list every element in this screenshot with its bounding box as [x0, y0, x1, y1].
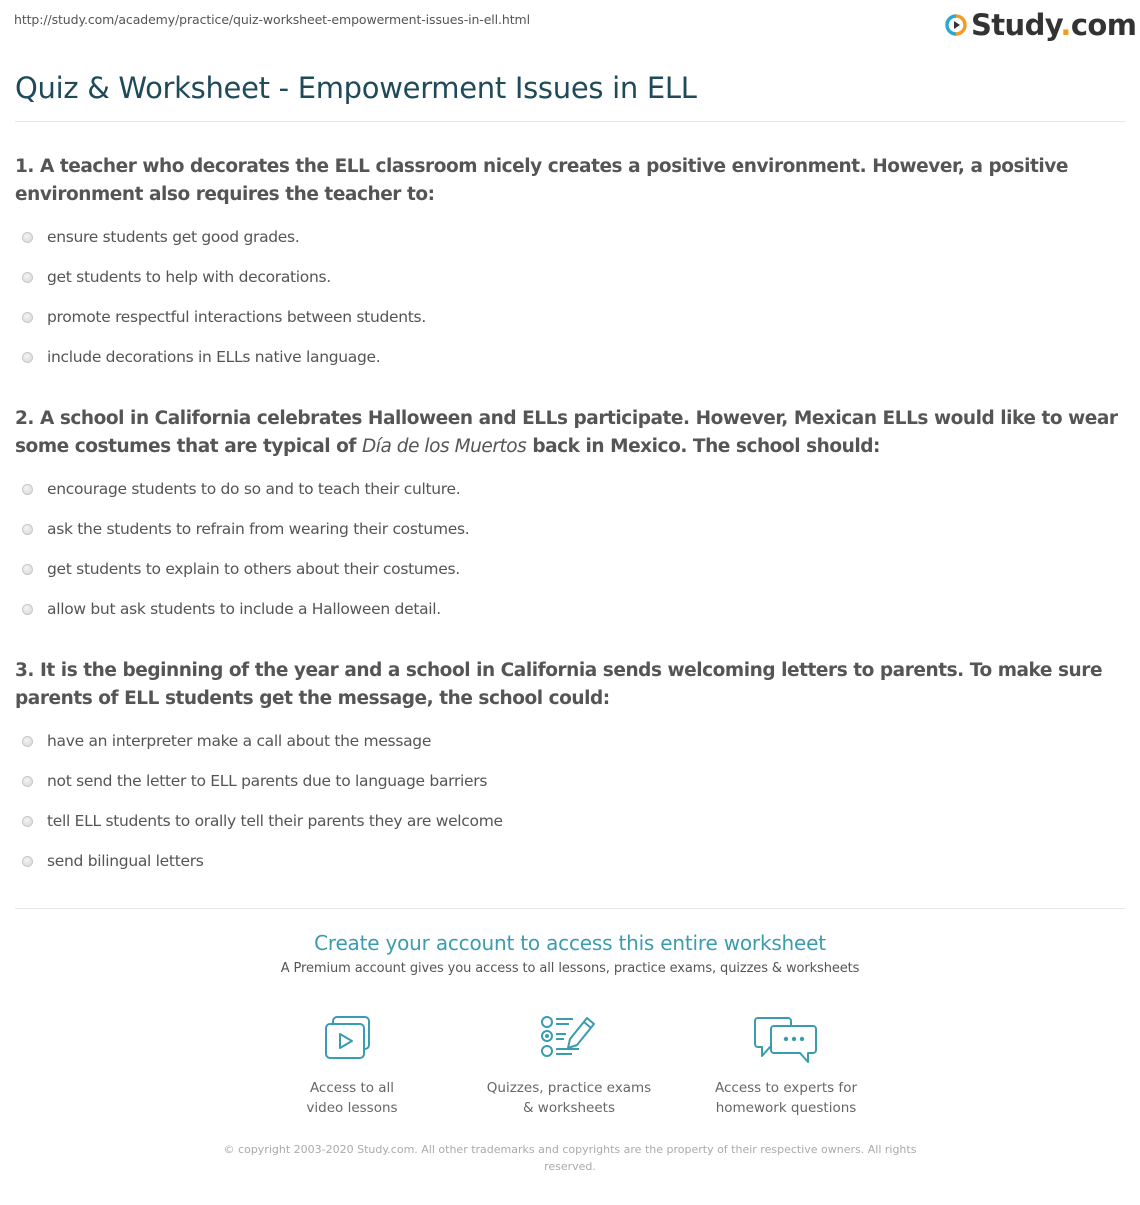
create-account-link[interactable]: Create your account to access this entire worksheet: [314, 931, 826, 955]
radio-icon[interactable]: [22, 352, 33, 363]
question-2-option-3[interactable]: get students to explain to others about their costumes.: [22, 559, 460, 579]
page-url: http://study.com/academy/practice/quiz-worksheet-empowerment-issues-in-ell.html: [14, 12, 531, 27]
radio-icon[interactable]: [22, 736, 33, 747]
quiz-checklist-icon: [539, 1014, 599, 1064]
divider: [15, 908, 1125, 909]
feature-video-lessons: Access to all video lessons: [252, 1014, 452, 1118]
radio-icon[interactable]: [22, 272, 33, 283]
radio-icon[interactable]: [22, 776, 33, 787]
question-1: 1. A teacher who decorates the ELL classroom nicely creates a positive environment. However, a positive environment also requires the teacher to:: [15, 156, 1068, 205]
question-1-option-2[interactable]: get students to help with decorations.: [22, 267, 331, 287]
radio-icon[interactable]: [22, 856, 33, 867]
feature-experts: Access to experts for homework questions: [686, 1014, 886, 1118]
page-title: Quiz & Worksheet - Empowerment Issues in ELL: [15, 71, 697, 105]
question-2-option-2[interactable]: ask the students to refrain from wearing their costumes.: [22, 519, 469, 539]
feature-quizzes: Quizzes, practice exams & worksheets: [469, 1014, 669, 1118]
radio-icon[interactable]: [22, 524, 33, 535]
divider: [15, 121, 1125, 122]
question-1-option-1[interactable]: ensure students get good grades.: [22, 227, 299, 247]
radio-icon[interactable]: [22, 564, 33, 575]
video-lessons-icon: [322, 1014, 382, 1064]
radio-icon[interactable]: [22, 484, 33, 495]
radio-icon[interactable]: [22, 604, 33, 615]
question-1-option-4[interactable]: include decorations in ELLs native language.: [22, 347, 380, 367]
chat-bubbles-icon: [754, 1014, 818, 1064]
radio-icon[interactable]: [22, 816, 33, 827]
cta-subtitle: A Premium account gives you access to all lessons, practice exams, quizzes & worksheets: [280, 961, 860, 976]
question-2-option-1[interactable]: encourage students to do so and to teach their culture.: [22, 479, 460, 499]
copyright-text: © copyright 2003-2020 Study.com. All other trademarks and copyrights are the property of their respective owners. All rights reserved.: [223, 1143, 917, 1173]
question-2-option-4[interactable]: allow but ask students to include a Halloween detail.: [22, 599, 441, 619]
logo-text: Study.com: [971, 8, 1137, 42]
radio-icon[interactable]: [22, 312, 33, 323]
question-2: 2. A school in California celebrates Halloween and ELLs participate. However, Mexican ELLs would like to wear some costumes that are typical of Día de los Muertos back in Mexico. The school should:: [15, 408, 1118, 457]
study-logo[interactable]: [945, 8, 1136, 42]
question-3-option-3[interactable]: tell ELL students to orally tell their parents they are welcome: [22, 811, 503, 831]
question-3: 3. It is the beginning of the year and a school in California sends welcoming letters to parents. To make sure parents of ELL students get the message, the school could:: [15, 660, 1103, 709]
question-3-option-4[interactable]: send bilingual letters: [22, 851, 204, 871]
question-3-option-2[interactable]: not send the letter to ELL parents due to language barriers: [22, 771, 487, 791]
question-1-option-3[interactable]: promote respectful interactions between students.: [22, 307, 426, 327]
play-logo-icon: [945, 14, 967, 36]
radio-icon[interactable]: [22, 232, 33, 243]
question-3-option-1[interactable]: have an interpreter make a call about the message: [22, 731, 431, 751]
